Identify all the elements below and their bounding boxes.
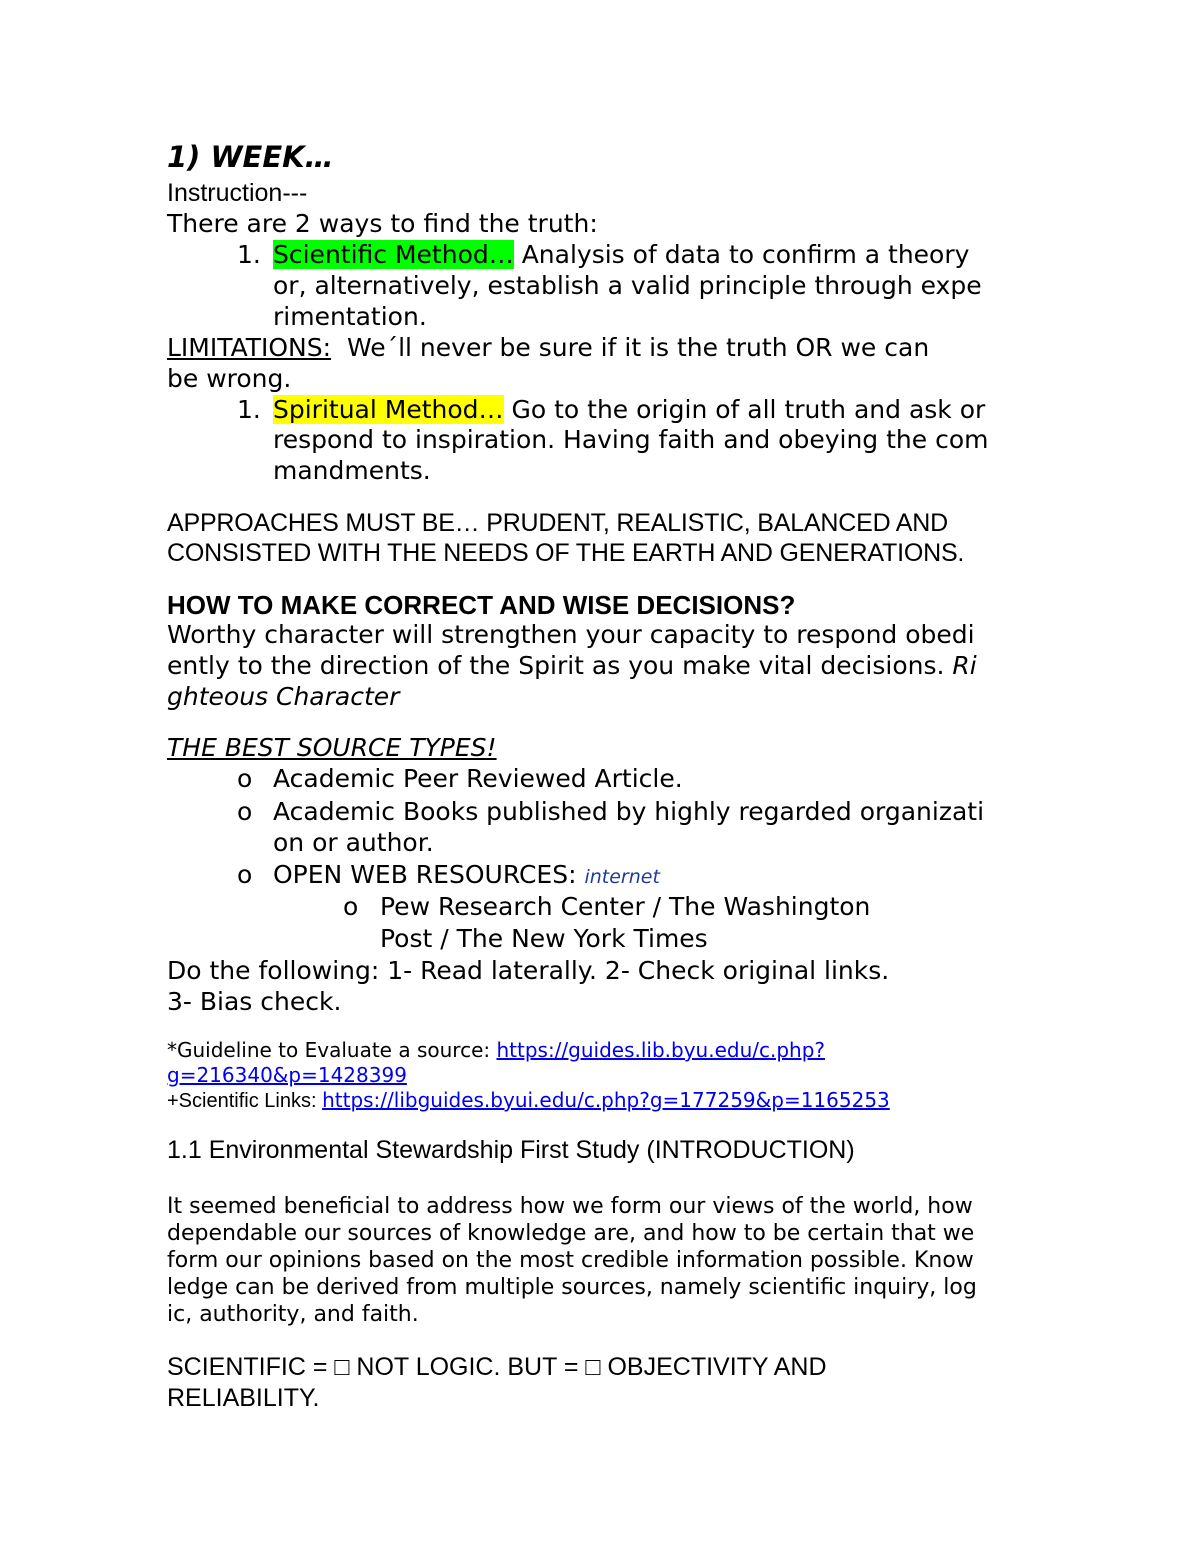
section-title: 1.1 Environmental Stewardship First Study (INTRODUCTION) bbox=[167, 1136, 855, 1164]
spiritual-line-1 bbox=[273, 395, 985, 425]
scientific-number: 1. bbox=[237, 240, 261, 269]
decisions-text-2: ently to the direction of the Spirit as you make vital decisions. bbox=[167, 651, 953, 680]
scientific-eq-line-1: SCIENTIFIC = □ NOT LOGIC. BUT = □ OBJECTIVITY AND bbox=[167, 1353, 827, 1381]
sources-heading: THE BEST SOURCE TYPES! bbox=[167, 733, 497, 762]
intro-line-3: form our opinions based on the most credible information possible. Know bbox=[167, 1248, 974, 1273]
bullet-2: o bbox=[237, 797, 253, 826]
guideline-line-1 bbox=[167, 1038, 825, 1062]
guideline-link-part-1[interactable]: https://guides.lib.byu.edu/c.php? bbox=[496, 1038, 826, 1062]
scientific-links-label: +Scientific Links: bbox=[167, 1090, 323, 1112]
scientific-links-url[interactable]: https://libguides.byui.edu/c.php?g=177259&p=1165253 bbox=[322, 1088, 890, 1112]
scientific-line-3: rimentation. bbox=[273, 302, 427, 331]
bullet-sub: o bbox=[343, 892, 359, 921]
scientific-line-2: or, alternatively, establish a valid principle through expe bbox=[273, 271, 982, 300]
limitations-label: LIMITATIONS: bbox=[167, 333, 332, 362]
intro-line-2: dependable our sources of knowledge are, and how to be certain that we bbox=[167, 1221, 975, 1246]
intro-line-4: ledge can be derived from multiple sources, namely scientific inquiry, log bbox=[167, 1275, 977, 1300]
scientific-line-1 bbox=[273, 240, 969, 270]
decisions-heading: HOW TO MAKE CORRECT AND WISE DECISIONS? bbox=[167, 590, 796, 620]
decisions-line-1: Worthy character will strengthen your capacity to respond obedi bbox=[167, 620, 975, 649]
source-item-3 bbox=[273, 860, 660, 892]
guideline-link-part-2[interactable]: g=216340&p=1428399 bbox=[167, 1063, 407, 1087]
limitations-text: We´ll never be sure if it is the truth OR we can bbox=[331, 333, 930, 362]
source-item-1: Academic Peer Reviewed Article. bbox=[273, 764, 683, 793]
source-sub-line-2: Post / The New York Times bbox=[380, 924, 708, 953]
instruction-label: Instruction--- bbox=[167, 179, 308, 207]
scientific-text: Analysis of data to confirm a theory bbox=[513, 240, 970, 269]
scientific-method-label: Scientific Method… bbox=[273, 240, 514, 269]
intro-line-5: ic, authority, and faith. bbox=[167, 1302, 419, 1327]
bullet-3: o bbox=[237, 860, 253, 889]
guideline-label: *Guideline to Evaluate a source: bbox=[167, 1038, 497, 1062]
approaches-line-1: APPROACHES MUST BE… PRUDENT, REALISTIC, BALANCED AND bbox=[167, 509, 948, 537]
spiritual-text: Go to the origin of all truth and ask or bbox=[503, 395, 986, 424]
scientific-links-line bbox=[167, 1088, 890, 1113]
do-following-line-1: Do the following: 1- Read laterally. 2- Check original links. bbox=[167, 956, 890, 985]
source-item-2-line-1: Academic Books published by highly regarded organizati bbox=[273, 797, 985, 826]
spiritual-line-3: mandments. bbox=[273, 456, 431, 485]
source-item-3-text: OPEN WEB RESOURCES: bbox=[273, 860, 585, 889]
scientific-eq-line-2: RELIABILITY. bbox=[167, 1384, 320, 1412]
limitations-line-2: be wrong. bbox=[167, 364, 292, 393]
spiritual-number: 1. bbox=[237, 395, 261, 424]
ways-intro: There are 2 ways to find the truth: bbox=[167, 209, 598, 238]
limitations-line-1 bbox=[167, 333, 929, 363]
spiritual-method-label: Spiritual Method… bbox=[273, 395, 504, 424]
spiritual-line-2: respond to inspiration. Having faith and obeying the com bbox=[273, 425, 989, 454]
do-following-line-2: 3- Bias check. bbox=[167, 987, 342, 1016]
source-sub-line-1: Pew Research Center / The Washington bbox=[380, 892, 871, 921]
decisions-italic-start: Ri bbox=[952, 651, 977, 680]
decisions-line-2 bbox=[167, 651, 977, 681]
internet-note: internet bbox=[584, 866, 660, 888]
decisions-line-3: ghteous Character bbox=[167, 682, 400, 711]
intro-line-1: It seemed beneficial to address how we form our views of the world, how bbox=[167, 1194, 973, 1219]
guideline-line-2 bbox=[167, 1063, 407, 1087]
page-heading: 1) WEEK… bbox=[167, 140, 334, 174]
bullet-1: o bbox=[237, 764, 253, 793]
approaches-line-2: CONSISTED WITH THE NEEDS OF THE EARTH AND GENERATIONS. bbox=[167, 539, 965, 567]
source-item-2-line-2: on or author. bbox=[273, 828, 434, 857]
